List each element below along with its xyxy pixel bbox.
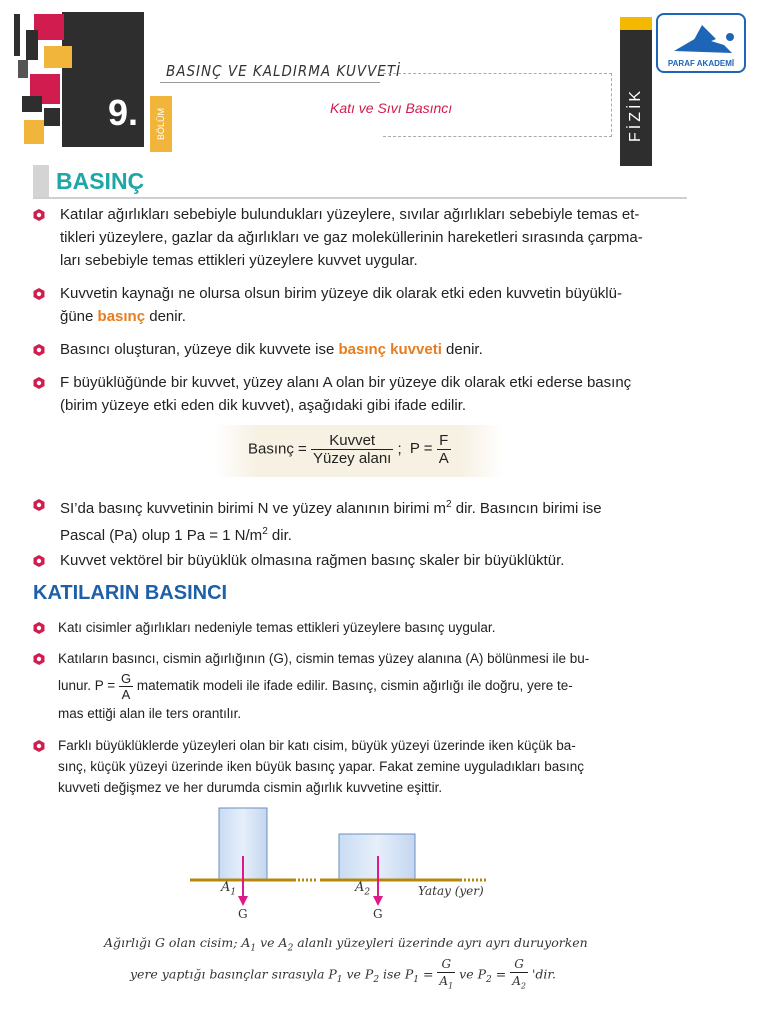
text-span: denir. xyxy=(441,341,483,358)
formula-fraction xyxy=(311,432,393,467)
subscript: 2 xyxy=(486,975,492,986)
label-g: G xyxy=(373,907,383,921)
text-span: ve P xyxy=(342,966,374,982)
arrow-head-icon xyxy=(373,896,383,906)
text-span: alanlı yüzeyleri üzerinde ayrı ayrı duruyorken xyxy=(293,935,588,950)
bullet-icon xyxy=(33,622,45,634)
text-line xyxy=(60,520,688,547)
publisher-logo xyxy=(656,13,746,73)
inline-fraction xyxy=(119,671,133,702)
bullet-icon xyxy=(33,288,45,300)
paragraph-9 xyxy=(58,735,648,798)
fraction-numerator: F xyxy=(437,432,451,450)
text-line xyxy=(60,493,688,520)
label-a2 xyxy=(355,880,370,898)
fraction-numerator: G xyxy=(510,956,528,973)
text-span: Basıncı oluşturan, yüzeye dik kuvvete ise xyxy=(60,341,339,358)
fraction-denominator: A xyxy=(121,686,131,702)
logo-mark-icon xyxy=(658,17,744,57)
text-span: A xyxy=(512,974,521,988)
label-a1 xyxy=(221,880,236,898)
paragraph-8 xyxy=(58,648,648,724)
text-line: Katılar ağırlıkları sebebiyle bulundukları yüzeylere, sıvılar ağırlıkları sebebiyle temas et- xyxy=(60,206,640,223)
text-span: A xyxy=(355,880,365,895)
text-span: A xyxy=(221,880,231,895)
subscript: 1 xyxy=(250,943,257,954)
text-span: ve A xyxy=(256,935,288,950)
text-line: sınç, küçük yüzeyi üzerinde iken büyük basınç yapar. Fakat zemine uyguladıkları basınç xyxy=(58,759,585,774)
subject-label: FİZİK xyxy=(627,87,644,143)
paragraph-2 xyxy=(60,282,688,328)
caption-fraction xyxy=(437,956,455,994)
text-line: Farklı büyüklüklerde yüzeyleri olan bir katı cisim, büyük yüzeyi üzerinde iken küçük ba- xyxy=(58,738,576,753)
fraction-numerator: Kuvvet xyxy=(311,432,393,450)
text-span: matematik modeli ile ifade edilir. Basınç, cismin ağırlığı ile doğru, yere te- xyxy=(136,678,573,693)
text-span: Ağırlığı G olan cisim; A xyxy=(104,935,251,950)
text-line: tikleri yüzeylere, gazlar da ağırlıkları ve gaz moleküllerinin hareketleri sırasında çarpma- xyxy=(60,229,643,246)
text-span: = xyxy=(418,966,434,982)
formula-separator: ; xyxy=(397,440,402,458)
text-span: yere yaptığı basınçlar sırasıyla P xyxy=(130,966,337,982)
bullet-icon xyxy=(33,499,45,511)
highlight-term: basınç xyxy=(97,308,146,325)
subscript: 1 xyxy=(448,981,454,991)
subscript: 1 xyxy=(413,975,419,986)
chapter-number: 9. xyxy=(108,92,139,133)
text-span: = xyxy=(491,966,507,982)
text-line xyxy=(60,305,688,328)
figure-caption-line-2 xyxy=(130,956,556,994)
text-line: mas ettiği alan ile ters orantılır. xyxy=(58,706,242,721)
subscript: 2 xyxy=(364,887,371,898)
text-span: A xyxy=(439,974,449,988)
superscript: 2 xyxy=(446,499,452,510)
fraction-numerator: G xyxy=(437,956,455,973)
text-span: dir. Basıncın birimi ise xyxy=(451,500,602,517)
paragraph-4 xyxy=(60,371,688,417)
heading-tab xyxy=(33,165,49,197)
text-line: Katıların basıncı, cismin ağırlığının (G), cismin temas yüzey alanına (A) bölünmesi ile bu- xyxy=(58,651,590,666)
formula-lhs: Basınç = xyxy=(248,440,307,458)
chapter-subtitle: Katı ve Sıvı Basıncı xyxy=(330,100,453,116)
bullet-icon xyxy=(33,344,45,356)
chapter-word: BÖLÜM xyxy=(150,96,172,152)
section-heading-katilar: KATILARIN BASINCI xyxy=(33,582,228,604)
subscript: 2 xyxy=(287,943,294,954)
formula xyxy=(248,432,451,467)
text-line: Kuvvetin kaynağı ne olursa olsun birim yüzeye dik olarak etki eden kuvvetin büyüklü- xyxy=(60,285,622,302)
text-line xyxy=(58,669,648,703)
section-heading-basinc: BASINÇ xyxy=(56,168,145,194)
bullet-icon xyxy=(33,209,45,221)
text-span: lunur. P = xyxy=(58,678,116,693)
figure-caption-line-1 xyxy=(104,935,588,954)
subscript: 1 xyxy=(336,975,343,986)
subscript: 2 xyxy=(373,975,380,986)
logo-text: PARAF AKADEMİ xyxy=(667,59,735,68)
text-line: (birim yüzeye etki eden dik kuvvet), aşağıdaki gibi ifade edilir. xyxy=(60,397,467,414)
paragraph-7: Katı cisimler ağırlıkları nedeniyle temas ettikleri yüzeylere basınç uygular. xyxy=(58,620,496,635)
superscript: 2 xyxy=(262,526,268,537)
paragraph-5 xyxy=(60,493,688,547)
arrow-head-icon xyxy=(238,896,248,906)
pressure-figure xyxy=(0,800,768,910)
formula-fraction xyxy=(437,432,451,467)
text-line: kuvveti değişmez ve her durumda cismin ağırlık kuvvetine eşittir. xyxy=(58,780,443,795)
text-span: Pascal (Pa) olup 1 Pa = 1 N/m xyxy=(60,527,263,544)
heading-rule xyxy=(33,197,687,199)
fraction-denominator xyxy=(510,973,528,994)
caption-fraction xyxy=(510,956,528,994)
fraction-denominator xyxy=(437,973,455,994)
paragraph-1 xyxy=(60,203,688,272)
text-span: dir. xyxy=(267,527,292,544)
label-g: G xyxy=(238,907,248,921)
highlight-term: basınç kuvveti xyxy=(338,341,442,358)
bullet-icon xyxy=(33,555,45,567)
header-divider xyxy=(160,82,380,83)
bullet-icon xyxy=(33,740,45,752)
bullet-icon xyxy=(33,377,45,389)
paragraph-3 xyxy=(60,338,688,361)
ground-label: Yatay (yer) xyxy=(418,884,484,898)
text-span: 'dir. xyxy=(531,966,556,982)
text-line: F büyüklüğünde bir kuvvet, yüzey alanı A olan bir yüzeye dik olarak etki ederse basınç xyxy=(60,374,632,391)
chapter-title: BASINÇ VE KALDIRMA KUVVETİ xyxy=(166,62,402,80)
fraction-numerator: G xyxy=(120,670,132,686)
formula-p: P = xyxy=(409,440,433,458)
fraction-denominator: A xyxy=(438,450,449,467)
text-span: denir. xyxy=(145,308,186,325)
text-span: ise P xyxy=(379,966,414,982)
formula-box xyxy=(214,425,504,477)
paragraph-6: Kuvvet vektörel bir büyüklük olmasına rağmen basınç skaler bir büyüklüktür. xyxy=(60,552,565,569)
text-span: ğüne xyxy=(60,308,98,325)
subscript: 1 xyxy=(230,887,237,898)
bullet-icon xyxy=(33,653,45,665)
subscript: 2 xyxy=(520,981,526,991)
text-span: ve P xyxy=(459,966,487,982)
text-span: SI’da basınç kuvvetinin birimi N ve yüzey alanının birimi m xyxy=(60,500,446,517)
text-line: ları sebebiyle temas ettikleri yüzeylere kuvvet uygular. xyxy=(60,252,418,269)
fraction-denominator: Yüzey alanı xyxy=(312,450,392,467)
